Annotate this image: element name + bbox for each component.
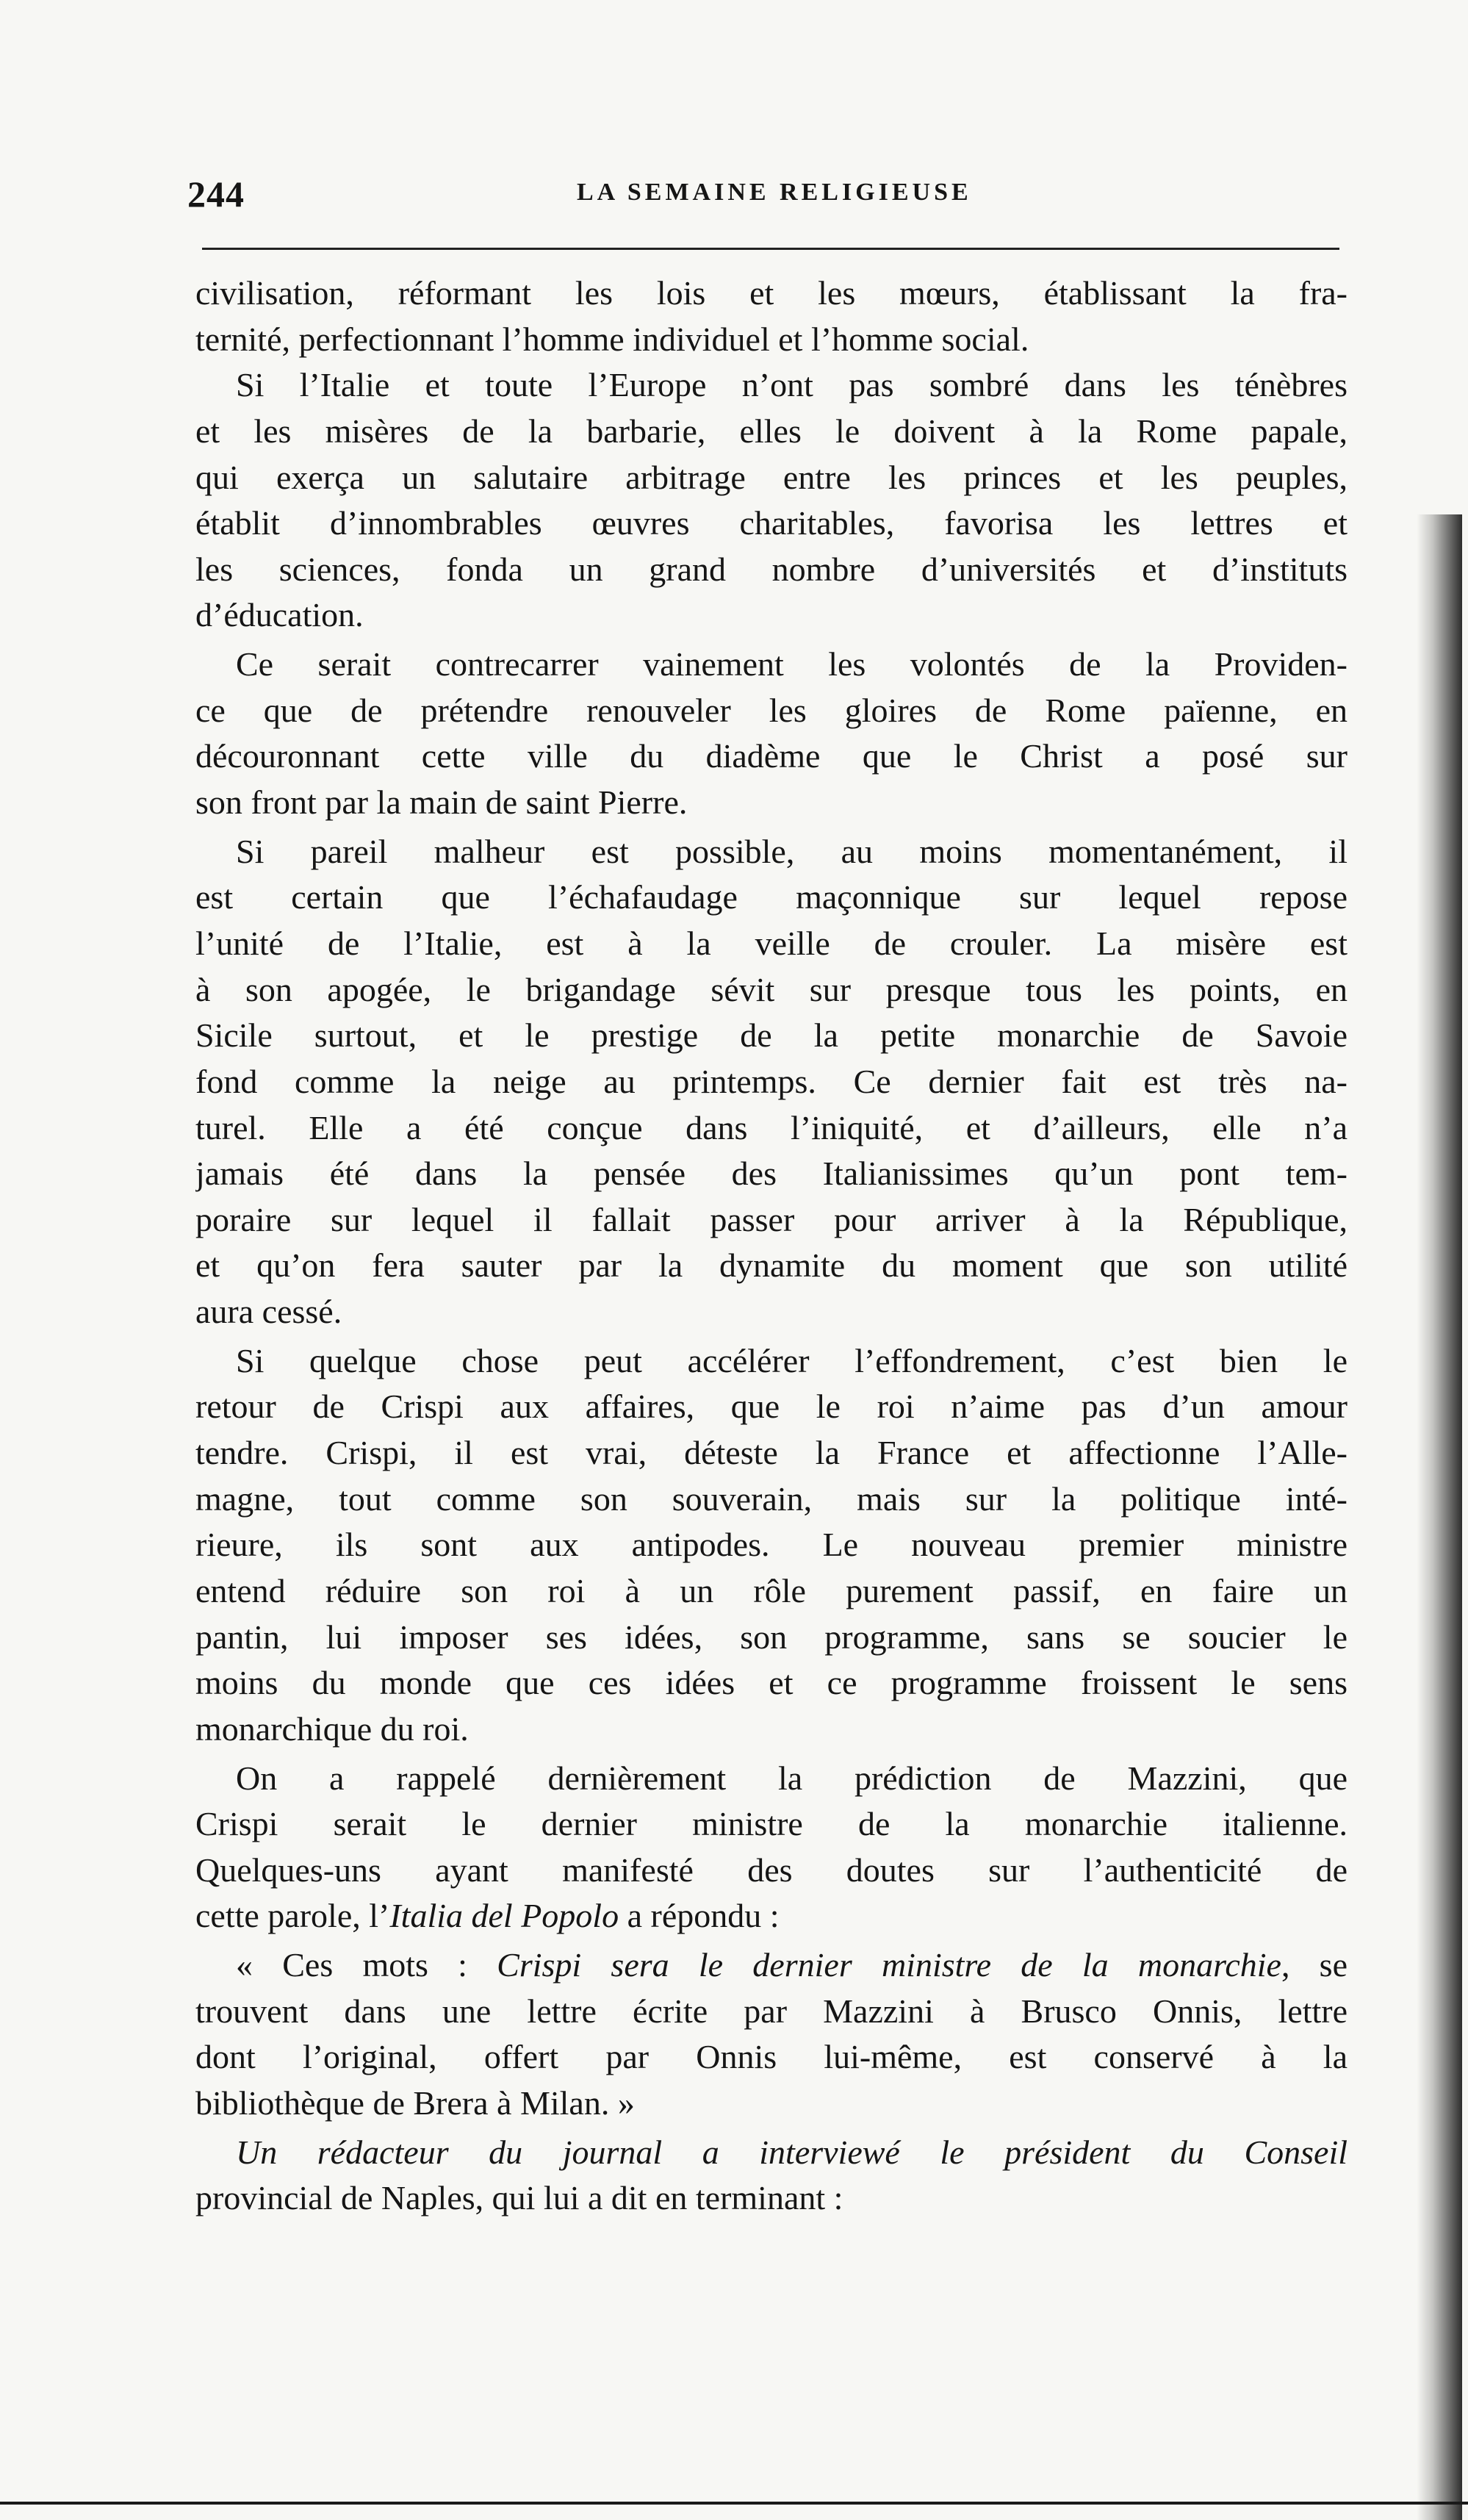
text-line: turel. Elle a été conçue dans l’iniquité, et d’ailleurs, elle n’a — [195, 1108, 1348, 1146]
text-line: jamais été dans la pensée des Italianissimes qu’un pont tem- — [195, 1155, 1348, 1193]
text-line: est certain que l’échafaudage maçonnique sur lequel repose — [195, 878, 1348, 916]
text-line: tendre. Crispi, il est vrai, déteste la France et affectionne l’Alle- — [195, 1434, 1348, 1472]
text-line: établit d’innombrables œuvres charitables, favorisa les lettres et — [195, 504, 1348, 542]
text-line: rieure, ils sont aux antipodes. Le nouveau premier ministre — [195, 1526, 1348, 1564]
text-line: aura cessé. — [195, 1293, 342, 1331]
text-line: Sicile surtout, et le prestige de la petite monarchie de Savoie — [195, 1016, 1348, 1055]
text-line: les sciences, fonda un grand nombre d’universités et d’instituts — [195, 550, 1348, 588]
running-head — [187, 173, 1337, 224]
text-line: bibliothèque de Brera à Milan. » — [195, 2083, 635, 2122]
text-line: moins du monde que ces idées et ce programme froissent le sens — [195, 1664, 1348, 1702]
text-line: magne, tout comme son souverain, mais sur la politique inté- — [195, 1479, 1348, 1518]
text-line: dont l’original, offert par Onnis lui-même, est conservé à la — [195, 2038, 1348, 2076]
text-line: à son apogée, le brigandage sévit sur presque tous les points, en — [195, 970, 1348, 1008]
paragraph-start-line: Ce serait contrecarrer vainement les volontés de la Providen- — [236, 645, 1348, 683]
text-line: retour de Crispi aux affaires, que le roi n’aime pas d’un amour — [195, 1388, 1348, 1426]
paragraph-start-line: Si pareil malheur est possible, au moins momentanément, il — [236, 832, 1348, 870]
right-edge-shadow — [1417, 514, 1462, 2520]
paragraph-start-line: Si l’Italie et toute l’Europe n’ont pas sombré dans les ténèbres — [236, 366, 1348, 404]
page-text — [195, 270, 1348, 2222]
text-line: Crispi serait le dernier ministre de la monarchie italienne. — [195, 1805, 1348, 1843]
text-line: et les misères de la barbarie, elles le doivent à la Rome papale, — [195, 412, 1348, 450]
text-line-with-italic-title: cette parole, l’Italia del Popolo a répondu : — [195, 1897, 780, 1935]
text-line: poraire sur lequel il fallait passer pour arriver à la République, — [195, 1200, 1348, 1238]
italic-quotation: Crispi sera le dernier ministre de la monarchie — [497, 1946, 1281, 1984]
running-title: LA SEMAINE RELIGIEUSE — [577, 179, 972, 206]
text-line: et qu’on fera sauter par la dynamite du moment que son utilité — [195, 1246, 1348, 1285]
paragraph-start-line: On a rappelé dernièrement la prédiction de Mazzini, que — [236, 1759, 1348, 1797]
text-line: découronnant cette ville du diadème que le Christ a posé sur — [195, 737, 1348, 775]
page-number: 244 — [187, 173, 245, 215]
text-line: Quelques-uns ayant manifesté des doutes sur l’authenticité de — [195, 1850, 1348, 1889]
text-line: entend réduire son roi à un rôle purement passif, en faire un — [195, 1571, 1348, 1609]
text-line: civilisation, réformant les lois et les mœurs, établissant la fra- — [195, 274, 1348, 312]
header-rule — [202, 248, 1339, 250]
text-line: provincial de Naples, qui lui a dit en terminant : — [195, 2179, 843, 2217]
text-line: son front par la main de saint Pierre. — [195, 783, 688, 822]
text-line: qui exerça un salutaire arbitrage entre les princes et les peuples, — [195, 458, 1348, 496]
paragraph-start-line: Si quelque chose peut accélérer l’effondrement, c’est bien le — [236, 1341, 1348, 1379]
quotation-line-with-italic-text: « Ces mots : Crispi sera le dernier ministre de la monarchie, se — [236, 1946, 1348, 1984]
text-line: ce que de prétendre renouveler les gloires de Rome païenne, en — [195, 691, 1348, 729]
text-line: trouvent dans une lettre écrite par Mazzini à Brusco Onnis, lettre — [195, 1992, 1348, 2030]
text-line: monarchique du roi. — [195, 1709, 469, 1748]
text-line: l’unité de l’Italie, est à la veille de crouler. La misère est — [195, 924, 1348, 962]
text-line: pantin, lui imposer ses idées, son programme, sans se soucier le — [195, 1618, 1348, 1656]
bottom-edge-rule — [0, 2502, 1468, 2505]
text-line: fond comme la neige au printemps. Ce dernier fait est très na- — [195, 1062, 1348, 1100]
italic-journal-name: Italia del Popolo — [389, 1897, 619, 1935]
italic-lead-line: Un rédacteur du journal a interviewé le président du Conseil — [236, 2133, 1348, 2171]
text-line: d’éducation. — [195, 596, 364, 634]
text-line: ternité, perfectionnant l’homme individuel et l’homme social. — [195, 320, 1029, 358]
